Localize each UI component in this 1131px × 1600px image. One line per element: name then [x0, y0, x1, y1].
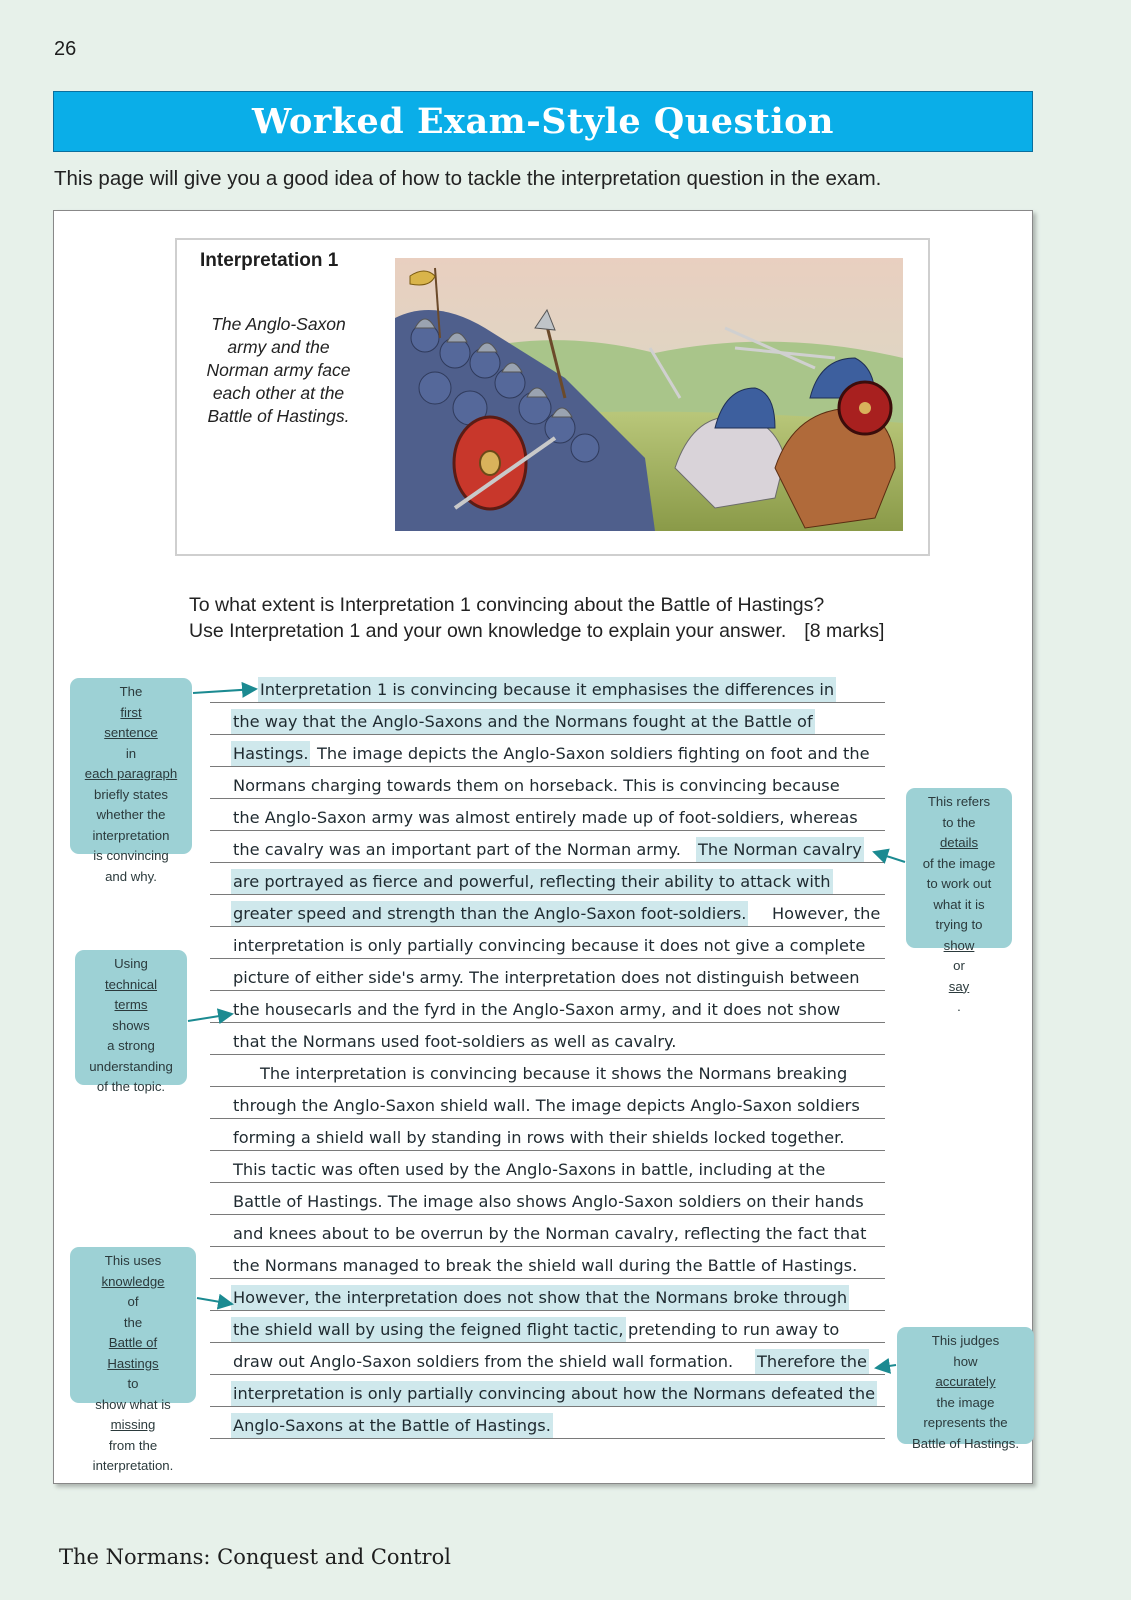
intro-text: This page will give you a good idea of how to tackle the interpretation question in the exam. — [54, 167, 882, 190]
answer-line: Interpretation 1 is convincing because it emphasises the differences in — [258, 677, 836, 702]
ruled-line — [210, 1022, 885, 1023]
caption-line: each other at the — [212, 383, 345, 403]
answer-line: Anglo-Saxons at the Battle of Hastings. — [231, 1413, 553, 1438]
ruled-line — [210, 1054, 885, 1055]
answer-line: and knees about to be overrun by the Norman cavalry, reflecting the fact that — [233, 1224, 867, 1243]
ruled-line — [210, 958, 885, 959]
answer-line: the shield wall by using the feigned flight tactic, — [231, 1317, 626, 1342]
answer-line: the cavalry was an important part of the Norman army. — [233, 840, 681, 859]
answer-line: This tactic was often used by the Anglo-Saxons in battle, including at the — [233, 1160, 826, 1179]
question-line-2: Use Interpretation 1 and your own knowledge to explain your answer. [8 marks] — [189, 620, 885, 642]
ruled-line — [210, 830, 885, 831]
ruled-line — [210, 894, 885, 895]
note-knowledge: This uses knowledge of the Battle of Hastings to show what is missing from the interpretation. — [70, 1247, 196, 1403]
answer-line: The image depicts the Anglo-Saxon soldiers fighting on foot and the — [317, 744, 870, 763]
ruled-line — [210, 1374, 885, 1375]
ruled-line — [210, 926, 885, 927]
answer-line: the Anglo-Saxon army was almost entirely made up of foot-soldiers, whereas — [233, 808, 858, 827]
answer-line: Hastings. — [231, 741, 310, 766]
answer-line: through the Anglo-Saxon shield wall. The image depicts Anglo-Saxon soldiers — [233, 1096, 860, 1115]
interpretation-caption — [196, 313, 361, 428]
ruled-line — [210, 990, 885, 991]
ruled-line — [210, 1406, 885, 1407]
note-details: This refers to the details of the image to work out what it is trying to show or say . — [906, 788, 1012, 948]
answer-line: The Norman cavalry — [696, 837, 864, 862]
ruled-line — [210, 1182, 885, 1183]
ruled-line — [210, 1342, 885, 1343]
interpretation-heading: Interpretation 1 — [200, 250, 339, 271]
answer-line: that the Normans used foot-soldiers as well as cavalry. — [233, 1032, 677, 1051]
ruled-line — [210, 1278, 885, 1279]
ruled-line — [210, 1214, 885, 1215]
answer-line: pretending to run away to — [628, 1320, 840, 1339]
answer-line: Therefore the — [755, 1349, 869, 1374]
ruled-line — [210, 1310, 885, 1311]
exam-question — [189, 592, 884, 644]
answer-line: the housecarls and the fyrd in the Anglo-Saxon army, and it does not show — [233, 1000, 841, 1019]
title-banner — [53, 91, 1033, 152]
answer-line: However, the interpretation does not show that the Normans broke through — [231, 1285, 849, 1310]
question-line-1: To what extent is Interpretation 1 convincing about the Battle of Hastings? — [189, 594, 825, 616]
answer-line: forming a shield wall by standing in rows with their shields locked together. — [233, 1128, 845, 1147]
ruled-line — [210, 798, 885, 799]
note-first-sentence: The first sentence in each paragraph briefly states whether the interpretation is convincing and why. — [70, 678, 192, 854]
footer-title: The Normans: Conquest and Control — [59, 1545, 451, 1569]
battle-illustration — [395, 258, 903, 531]
answer-line: interpretation is only partially convincing about how the Normans defeated the — [231, 1381, 877, 1406]
answer-line: are portrayed as fierce and powerful, reflecting their ability to attack with — [231, 869, 833, 894]
note-accurately: This judges how accurately the image represents the Battle of Hastings. — [897, 1327, 1034, 1444]
ruled-line — [210, 1438, 885, 1439]
caption-line: Battle of Hastings. — [207, 406, 350, 426]
ruled-line — [210, 1118, 885, 1119]
answer-line: the way that the Anglo-Saxons and the Normans fought at the Battle of — [231, 709, 815, 734]
ruled-line — [210, 1246, 885, 1247]
caption-line: army and the — [227, 337, 330, 357]
answer-line: Battle of Hastings. The image also shows Anglo-Saxon soldiers on their hands — [233, 1192, 864, 1211]
ruled-line — [210, 702, 885, 703]
caption-line: The Anglo-Saxon — [211, 314, 346, 334]
answer-line: Normans charging towards them on horseback. This is convincing because — [233, 776, 840, 795]
marks-label: [8 marks] — [804, 620, 885, 642]
ruled-line — [210, 1086, 885, 1087]
answer-line: However, the — [772, 904, 881, 923]
answer-line: The interpretation is convincing because it shows the Normans breaking — [260, 1064, 848, 1083]
ruled-line — [210, 734, 885, 735]
page-number: 26 — [54, 38, 77, 60]
note-technical-terms: Using technical terms shows a strong understanding of the topic. — [75, 950, 187, 1085]
page-title: Worked Exam-Style Question — [252, 101, 834, 142]
answer-line: interpretation is only partially convincing because it does not give a complete — [233, 936, 866, 955]
answer-line: picture of either side's army. The interpretation does not distinguish between — [233, 968, 860, 987]
ruled-line — [210, 766, 885, 767]
ruled-line — [210, 862, 885, 863]
ruled-line — [210, 1150, 885, 1151]
answer-line: draw out Anglo-Saxon soldiers from the shield wall formation. — [233, 1352, 734, 1371]
answer-line: the Normans managed to break the shield wall during the Battle of Hastings. — [233, 1256, 858, 1275]
caption-line: Norman army face — [206, 360, 351, 380]
answer-line: greater speed and strength than the Anglo-Saxon foot-soldiers. — [231, 901, 748, 926]
